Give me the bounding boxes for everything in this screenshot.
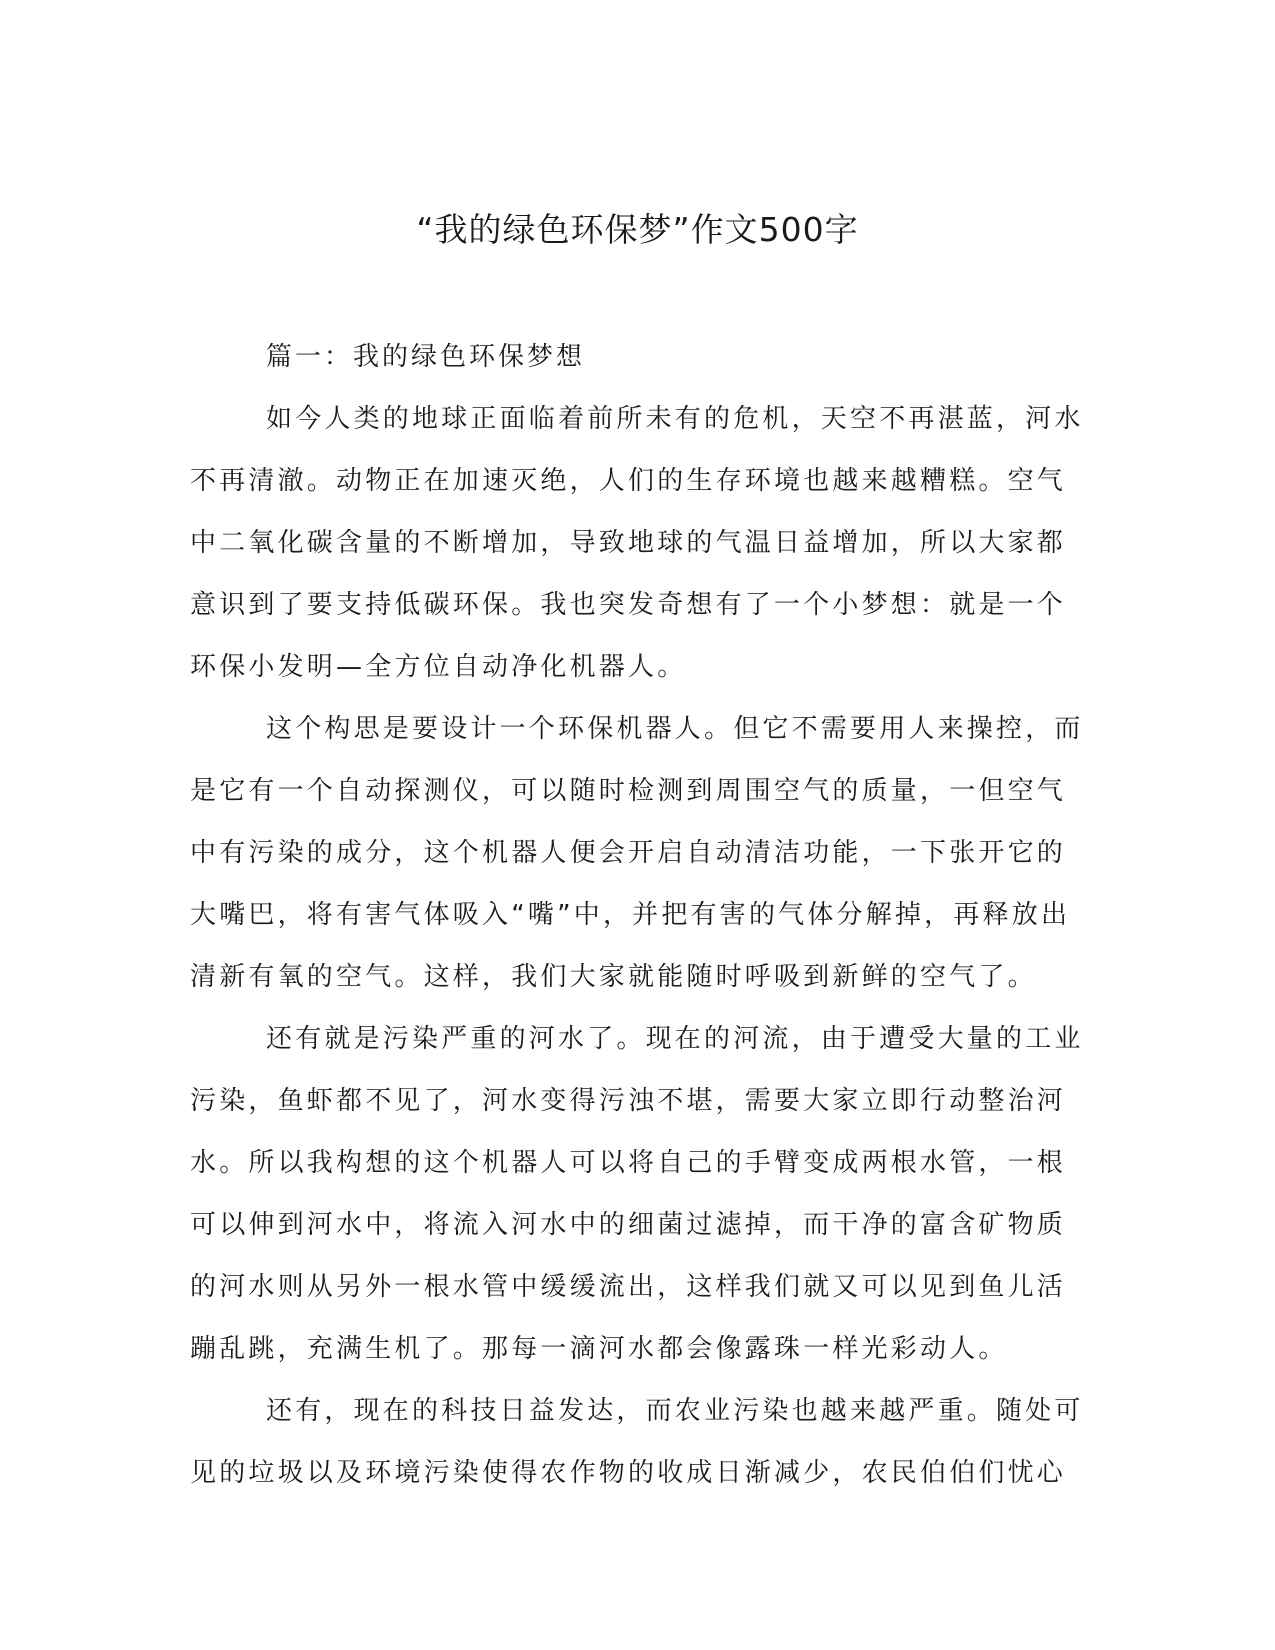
paragraph-line: 污染，鱼虾都不见了，河水变得污浊不堪，需要大家立即行动整治河 xyxy=(190,1086,1067,1116)
paragraph-line: 清新有氧的空气。这样，我们大家就能随时呼吸到新鲜的空气了。 xyxy=(190,962,1037,992)
paragraph-line: 还有就是污染严重的河水了。现在的河流，由于遭受大量的工业 xyxy=(266,1024,1084,1054)
paragraph-2 xyxy=(190,698,1084,1008)
paragraph-1 xyxy=(190,388,1084,698)
paragraph-line: 如今人类的地球正面临着前所未有的危机，天空不再湛蓝，河水 xyxy=(266,404,1084,434)
paragraph-line: 见的垃圾以及环境污染使得农作物的收成日渐减少，农民伯伯们忧心 xyxy=(190,1458,1067,1488)
paragraph-line: 环保小发明—全方位自动净化机器人。 xyxy=(190,652,687,682)
paragraph-line: 还有，现在的科技日益发达，而农业污染也越来越严重。随处可 xyxy=(266,1396,1084,1426)
paragraph-line: 意识到了要支持低碳环保。我也突发奇想有了一个小梦想：就是一个 xyxy=(190,590,1067,620)
paragraph-line: 可以伸到河水中，将流入河水中的细菌过滤掉，而干净的富含矿物质 xyxy=(190,1210,1067,1240)
section-heading: 篇一：我的绿色环保梦想 xyxy=(266,342,586,372)
paragraph-line: 大嘴巴，将有害气体吸入“嘴”中，并把有害的气体分解掉，再释放出 xyxy=(190,900,1071,930)
document-body xyxy=(190,326,1084,1504)
paragraph-line: 水。所以我构想的这个机器人可以将自己的手臂变成两根水管，一根 xyxy=(190,1148,1067,1178)
paragraph-line: 是它有一个自动探测仪，可以随时检测到周围空气的质量，一但空气 xyxy=(190,776,1067,806)
paragraph-3 xyxy=(190,1008,1084,1380)
paragraph-line: 中二氧化碳含量的不断增加，导致地球的气温日益增加，所以大家都 xyxy=(190,528,1067,558)
paragraph-line: 不再清澈。动物正在加速灭绝，人们的生存环境也越来越糟糕。空气 xyxy=(190,466,1067,496)
document-title: “我的绿色环保梦”作文500字 xyxy=(416,210,859,249)
paragraph-line: 中有污染的成分，这个机器人便会开启自动清洁功能，一下张开它的 xyxy=(190,838,1067,868)
paragraph-line: 蹦乱跳，充满生机了。那每一滴河水都会像露珠一样光彩动人。 xyxy=(190,1334,1008,1364)
paragraph-line: 这个构思是要设计一个环保机器人。但它不需要用人来操控，而 xyxy=(266,714,1084,744)
paragraph-4 xyxy=(190,1380,1084,1504)
paragraph-line: 的河水则从另外一根水管中缓缓流出，这样我们就又可以见到鱼儿活 xyxy=(190,1272,1067,1302)
